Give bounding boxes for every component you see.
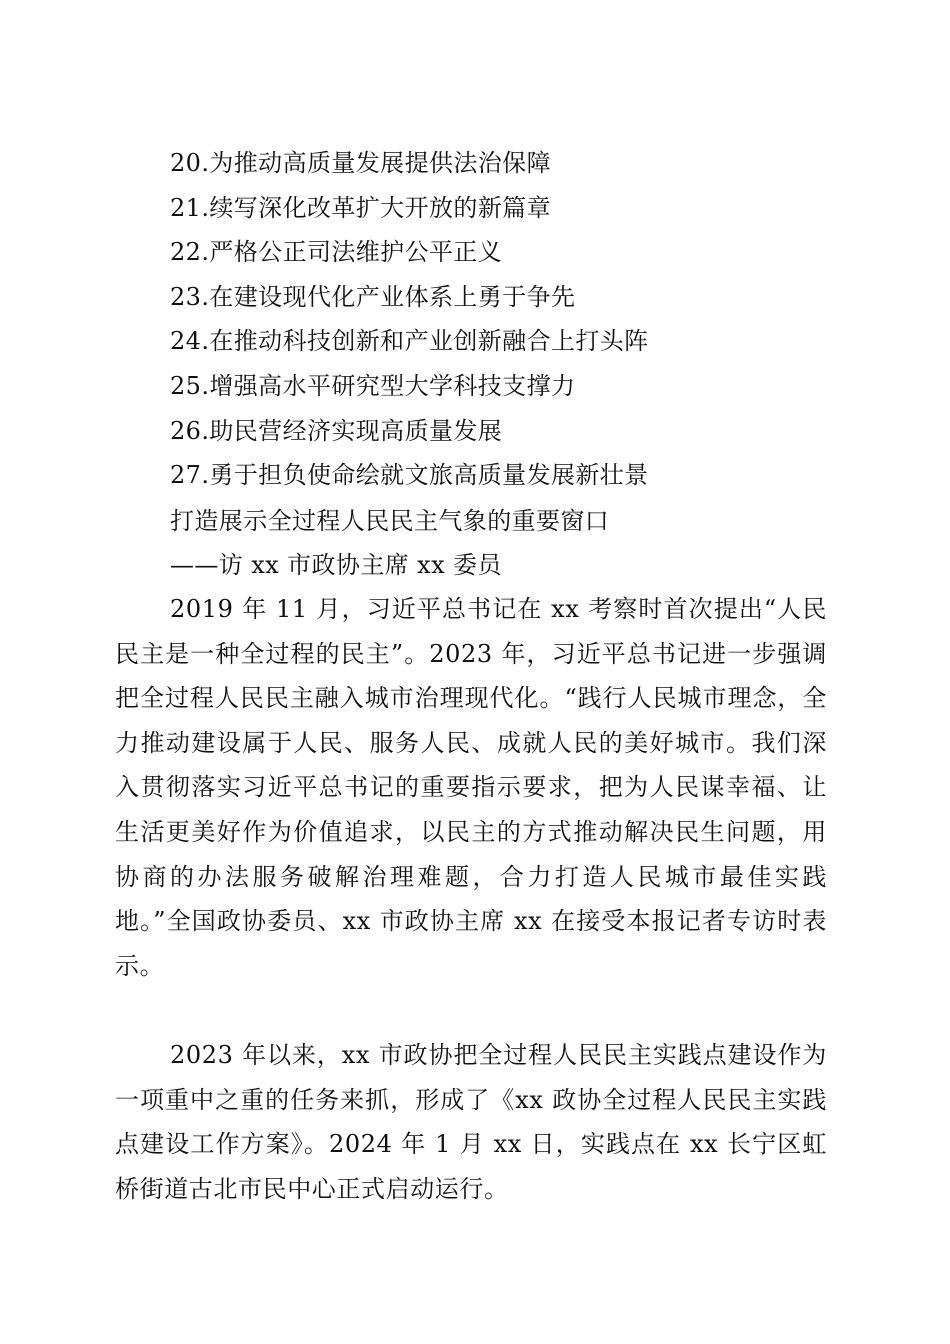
list-item: 22.严格公正司法维护公平正义 — [170, 238, 503, 267]
topic-list — [170, 141, 850, 498]
list-item: 27.勇于担负使命绘就文旅高质量发展新壮景 — [170, 461, 649, 490]
article-paragraph: 2023 年以来，xx 市政协把全过程人民民主实践点建设作为一项重中之重的任务来抓，形成了《xx 政协全过程人民民主实践点建设工作方案》。2024 年 1 月 xx 日，实践点在 xx 长宁区虹桥街道古北市民中心正式启动运行。 — [115, 1041, 827, 1203]
article-subtitle: ——访 xx 市政协主席 xx 委员 — [170, 551, 502, 579]
list-item: 25.增强高水平研究型大学科技支撑力 — [170, 371, 576, 400]
list-item: 26.助民营经济实现高质量发展 — [170, 416, 503, 445]
list-item: 24.在推动科技创新和产业创新融合上打头阵 — [170, 327, 649, 356]
article-paragraph: 2019 年 11 月，习近平总书记在 xx 考察时首次提出“人民民主是一种全过程的民主”。2023 年，习近平总书记进一步强调把全过程人民民主融入城市治理现代化。“践行人民城市理念，全力推动建设属于人民、服务人民、成就人民的美好城市。我们深入贯彻落实习近平总书记的重要指示要求，把为人民谋幸福、让生活更美好作为价值追求，以民主的方式推动解决民生问题，用协商的办法服务破解治理难题，合力打造人民城市最佳实践地。”全国政协委员、xx 市政协主席 xx 在接受本报记者专访时表示。 — [115, 595, 827, 980]
list-item: 20.为推动高质量发展提供法治保障 — [170, 149, 551, 177]
article-title: 打造展示全过程人民民主气象的重要窗口 — [170, 507, 610, 535]
list-item: 23.在建设现代化产业体系上勇于争先 — [170, 282, 576, 311]
list-item: 21.续写深化改革扩大开放的新篇章 — [170, 193, 551, 222]
